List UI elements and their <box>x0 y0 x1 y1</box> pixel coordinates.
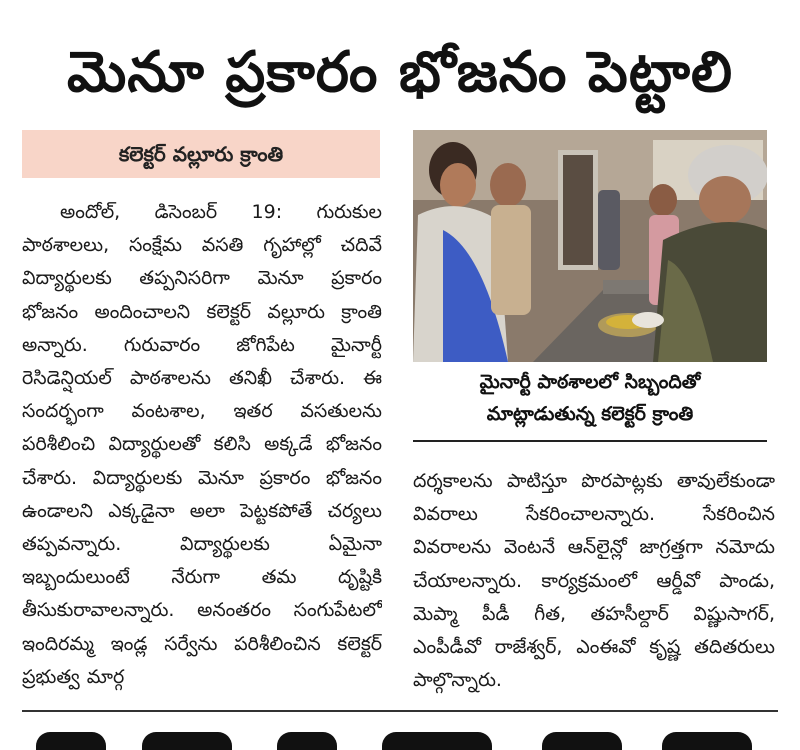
photo-caption <box>413 366 767 432</box>
next-headline-glyph <box>662 732 752 750</box>
article-headline: మెనూ ప్రకారం భోజనం పెట్టాలి <box>66 40 734 105</box>
photo-caption-line-2: మాట్లాడుతున్న కలెక్టర్ క్రాంతి <box>486 403 694 425</box>
byline-text: కలెక్టర్ వల్లూరు క్రాంతి <box>118 142 284 166</box>
article-photo <box>413 130 767 362</box>
next-article-headline-fragment <box>22 726 778 750</box>
photo-caption-line-1: మైనార్టీ పాఠశాలలో సిబ్బందితో <box>479 371 701 393</box>
next-headline-glyph <box>277 732 337 750</box>
byline-box <box>22 130 380 178</box>
article-bottom-divider <box>22 710 778 712</box>
next-headline-glyph <box>36 732 106 750</box>
article-body-right-column <box>413 465 775 695</box>
article-body-paragraph-right: దర్శకాలను పాటిస్తూ పొరపాట్లకు తావులేకుండా వివరాలు సేకరించాలన్నారు. సేకరించిన వివరాలను వెంటనే ఆన్‌లైన్లో జాగ్రత్తగా నమోదు చేయాలన్నారు. కార్యక్రమంలో ఆర్డీవో పాండు, మెప్మా పీడీ గీత, తహసీల్దార్ విష్ణుసాగర్, ఎంపీడీవో రాజేశ్వర్, ఎంఈవో కృష్ణ తదితరులు పాల్గొన్నారు. <box>413 470 775 692</box>
photo-illustration <box>413 130 767 362</box>
caption-divider <box>413 440 767 442</box>
article-body-left-column <box>22 196 382 694</box>
article-body-paragraph-left: అందోల్, డిసెంబర్ 19: గురుకుల పాఠశాలలు, సంక్షేమ వసతి గృహాల్లో చదివే విద్యార్థులకు తప్పనిసరిగా మెనూ ప్రకారం భోజనం అందించాలని కలెక్టర్ వల్లూరు క్రాంతి అన్నారు. గురువారం జోగిపేట మైనార్టీ రెసిడెన్షియల్ పాఠశాలను తనిఖీ చేశారు. ఈ సందర్భంగా వంటశాల, ఇతర వసతులను పరిశీలించి విద్యార్థులతో కలిసి అక్కడే భోజనం చేశారు. విద్యార్థులకు మెనూ ప్రకారం భోజనం ఉండాలని ఎక్కడైనా అలా పెట్టకపోతే చర్యలు తప్పవన్నారు. విద్యార్థులకు ఏమైనా ఇబ్బందులుంటే నేరుగా తమ దృష్టికి తీసుకురావాలన్నారు. అనంతరం సంగుపేటలో ఇందిరమ్మ ఇండ్ల సర్వేను పరిశీలించిన కలెక్టర్ ప్రభుత్వ మార్గ <box>22 201 382 688</box>
next-headline-glyph <box>542 732 622 750</box>
next-headline-glyph <box>142 732 232 750</box>
next-headline-glyph <box>382 732 492 750</box>
